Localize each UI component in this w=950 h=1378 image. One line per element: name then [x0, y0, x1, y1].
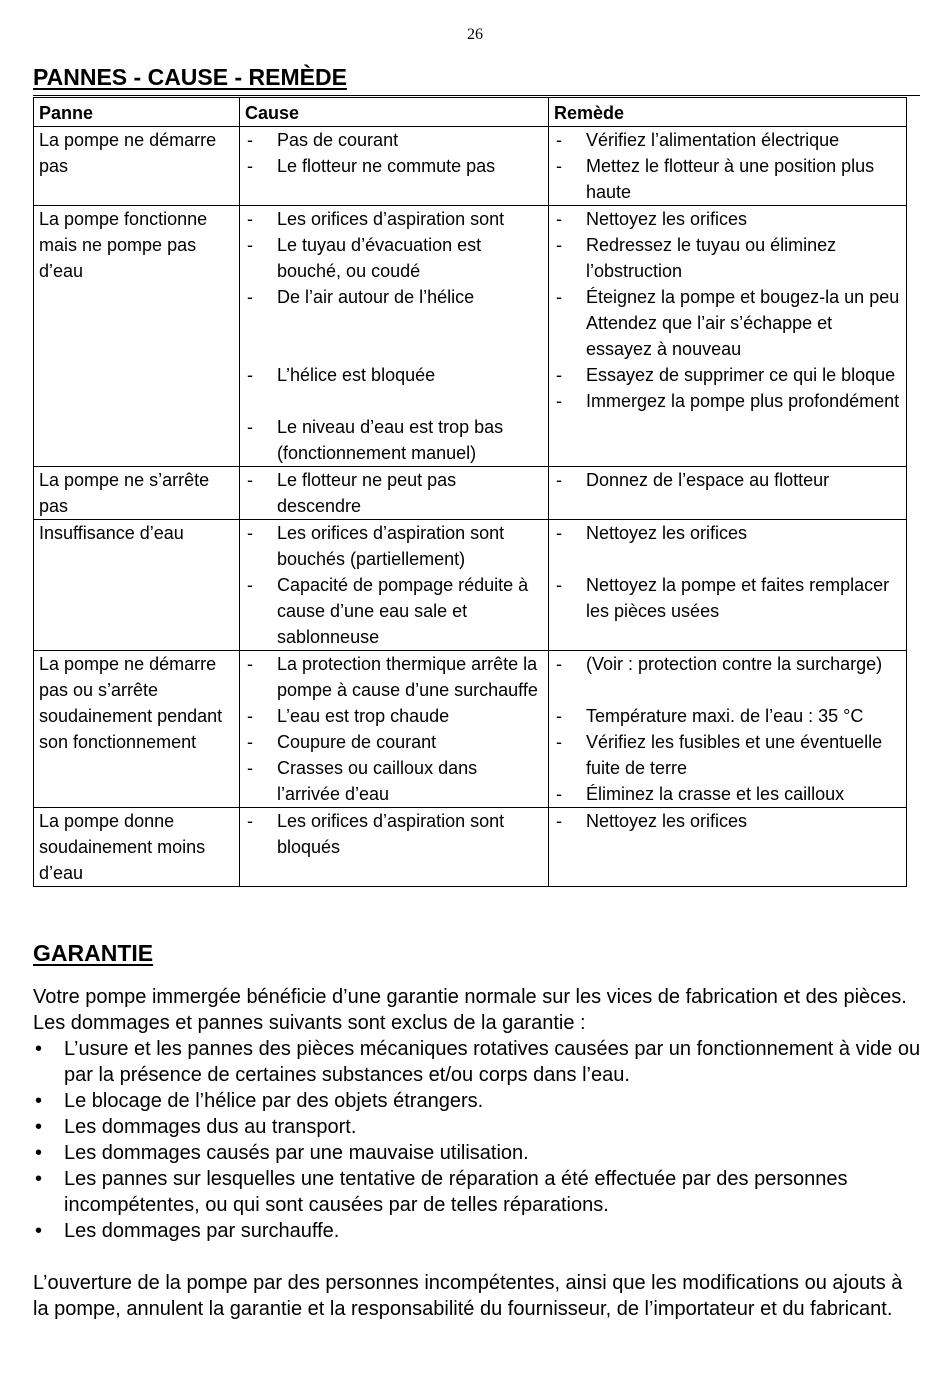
warranty-closing: L’ouverture de la pompe par des personnes incompétentes, ainsi que les modifications ou ajouts à la pompe, annulent la garantie et la responsabilité du fournisseur, de l’importateur et du fabricant. — [33, 1272, 903, 1320]
table-body — [34, 127, 907, 887]
remede-item: - Vérifiez l’alimentation électrique — [554, 127, 902, 153]
cause-item: - L’eau est trop chaude — [245, 703, 544, 729]
cause-item: - Le flotteur ne peut pas descendre — [245, 467, 544, 519]
header-cause: Cause — [240, 98, 549, 127]
header-panne: Panne — [34, 98, 240, 127]
cause-list — [245, 808, 544, 860]
table-row — [34, 651, 907, 808]
warranty-title: GARANTIE — [33, 940, 154, 966]
cause-item: - L’hélice est bloquée — [245, 362, 544, 388]
header-remede: Remède — [549, 98, 907, 127]
cause-item: - De l’air autour de l’hélice — [245, 284, 544, 310]
exclusion-item: • Les pannes sur lesquelles une tentative de réparation a été effectuée par des personnes incompétentes, ou qui sont causées par de telles réparations. — [33, 1166, 923, 1218]
cause-item: - Le niveau d’eau est trop bas (fonctionnement manuel) — [245, 414, 544, 466]
remede-item: - Nettoyez la pompe et faites remplacer les pièces usées — [554, 572, 902, 624]
cause-item: - Les orifices d’aspiration sont bouchés (partiellement) — [245, 520, 544, 572]
cause-item: - Les orifices d’aspiration sont — [245, 206, 544, 232]
remede-item: - Vérifiez les fusibles et une éventuelle fuite de terre — [554, 729, 902, 781]
troubleshooting-title: PANNES - CAUSE - REMÈDE — [33, 64, 347, 90]
remede-item: - Température maxi. de l’eau : 35 °C — [554, 703, 902, 729]
cause-cell — [240, 808, 549, 887]
table-row — [34, 808, 907, 887]
title-rule — [33, 95, 920, 96]
panne-cell: La pompe fonctionne mais ne pompe pas d’eau — [34, 206, 240, 467]
remede-item: - Éteignez la pompe et bougez-la un peu Attendez que l’air s’échappe et essayez à nouveau — [554, 284, 902, 362]
exclusion-item: • Le blocage de l’hélice par des objets étrangers. — [33, 1088, 923, 1114]
cause-list — [245, 651, 544, 807]
warranty-body — [33, 984, 923, 1322]
exclusion-item: • Les dommages causés par une mauvaise utilisation. — [33, 1140, 923, 1166]
warranty-exclusions-list — [33, 1036, 923, 1244]
table-row — [34, 206, 907, 467]
exclusion-item: • Les dommages par surchauffe. — [33, 1218, 923, 1244]
cause-item: - Crasses ou cailloux dans l’arrivée d’eau — [245, 755, 544, 807]
cause-item: - Le tuyau d’évacuation est bouché, ou coudé — [245, 232, 544, 284]
table-row — [34, 127, 907, 206]
remede-list — [554, 127, 902, 205]
cause-item: - Coupure de courant — [245, 729, 544, 755]
remede-list — [554, 467, 902, 493]
cause-list — [245, 467, 544, 519]
remede-item: - Immergez la pompe plus profondément — [554, 388, 902, 414]
cause-list — [245, 127, 544, 179]
remede-cell — [549, 808, 907, 887]
cause-list — [245, 520, 544, 650]
remede-cell — [549, 651, 907, 808]
exclusion-item: • L’usure et les pannes des pièces mécaniques rotatives causées par un fonctionnement à vide ou par la présence de certaines substances et/ou corps dans l’eau. — [33, 1036, 923, 1088]
cause-cell — [240, 467, 549, 520]
exclusion-item: • Les dommages dus au transport. — [33, 1114, 923, 1140]
cause-item: - Pas de courant — [245, 127, 544, 153]
panne-cell: La pompe donne soudainement moins d’eau — [34, 808, 240, 887]
panne-cell: La pompe ne démarre pas ou s’arrête soudainement pendant son fonctionnement — [34, 651, 240, 808]
cause-item: - La protection thermique arrête la pompe à cause d’une surchauffe — [245, 651, 544, 703]
cause-cell — [240, 520, 549, 651]
remede-list — [554, 651, 902, 807]
cause-cell — [240, 127, 549, 206]
remede-cell — [549, 127, 907, 206]
remede-item: - Nettoyez les orifices — [554, 520, 902, 546]
table-header-row — [34, 98, 907, 127]
warranty-intro: Votre pompe immergée bénéficie d’une garantie normale sur les vices de fabrication et des pièces. — [33, 986, 907, 1008]
remede-item: - (Voir : protection contre la surcharge) — [554, 651, 902, 677]
remede-cell — [549, 520, 907, 651]
panne-cell: La pompe ne s’arrête pas — [34, 467, 240, 520]
remede-item: - Essayez de supprimer ce qui le bloque — [554, 362, 902, 388]
cause-cell — [240, 651, 549, 808]
cause-list — [245, 206, 544, 466]
remede-item: - Éliminez la crasse et les cailloux — [554, 781, 902, 807]
remede-item: - Nettoyez les orifices — [554, 808, 902, 834]
remede-item: - Mettez le flotteur à une position plus haute — [554, 153, 902, 205]
panne-cell: La pompe ne démarre pas — [34, 127, 240, 206]
remede-list — [554, 520, 902, 624]
remede-item: - Donnez de l’espace au flotteur — [554, 467, 902, 493]
remede-list — [554, 206, 902, 414]
table-row — [34, 520, 907, 651]
remede-item: - Redressez le tuyau ou éliminez l’obstruction — [554, 232, 902, 284]
cause-cell — [240, 206, 549, 467]
remede-list — [554, 808, 902, 834]
remede-cell — [549, 467, 907, 520]
warranty-exclusions-intro: Les dommages et pannes suivants sont exclus de la garantie : — [33, 1012, 586, 1034]
troubleshooting-table — [33, 97, 907, 887]
remede-item: - Nettoyez les orifices — [554, 206, 902, 232]
panne-cell: Insuffisance d’eau — [34, 520, 240, 651]
table-row — [34, 467, 907, 520]
cause-item: - Les orifices d’aspiration sont bloqués — [245, 808, 544, 860]
remede-cell — [549, 206, 907, 467]
page-number: 26 — [467, 26, 483, 43]
cause-item: - Capacité de pompage réduite à cause d’une eau sale et sablonneuse — [245, 572, 544, 650]
cause-item: - Le flotteur ne commute pas — [245, 153, 544, 179]
